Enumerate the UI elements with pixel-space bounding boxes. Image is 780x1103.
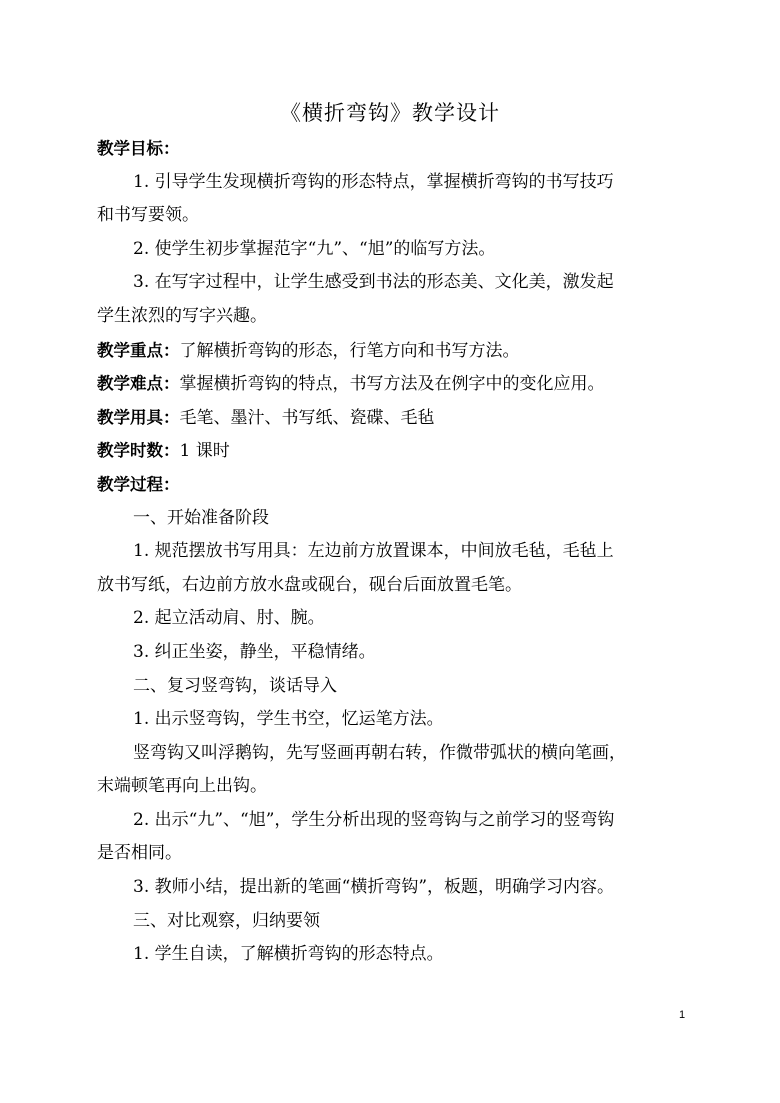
section-1-para-2: 2. 起立活动肩、肘、腕。 xyxy=(133,608,325,629)
hours-row xyxy=(97,434,687,468)
section-2-para-4: 3. 教师小结，提出新的笔画“横折弯钩”，板题，明确学习内容。 xyxy=(133,877,615,898)
difficulties-text: 掌握横折弯钩的特点，书写方法及在例字中的变化应用。 xyxy=(179,374,605,395)
page-title: 《横折弯钩》教学设计 xyxy=(280,101,500,125)
section-3-para-1: 1. 学生自读，了解横折弯钩的形态特点。 xyxy=(133,944,444,965)
section-3-heading: 三、对比观察，归纳要领 xyxy=(133,910,320,931)
hours-text: 1 课时 xyxy=(179,441,230,462)
difficulties-row xyxy=(97,367,687,401)
section-2-para-2-line-2: 末端顿笔再向上出钩。 xyxy=(97,776,267,797)
section-1-para-1-line-2: 放书写纸，右边前方放水盘或砚台，砚台后面放置毛笔。 xyxy=(97,574,522,595)
tools-text: 毛笔、墨汁、书写纸、瓷碟、毛毡 xyxy=(179,407,435,428)
goals-heading xyxy=(97,132,687,166)
section-2-para-2-line-1: 竖弯钩又叫浮鹅钩，先写竖画再朝右转，作微带弧状的横向笔画， xyxy=(133,742,626,763)
key-points-row xyxy=(97,334,687,368)
process-label: 教学过程： xyxy=(97,474,180,494)
key-points-label: 教学重点： xyxy=(97,340,180,360)
goal-item-1-line-2: 和书写要领。 xyxy=(97,205,199,226)
process-heading xyxy=(97,468,687,502)
document-body xyxy=(97,132,687,972)
tools-label: 教学用具： xyxy=(97,407,180,427)
page-number: 1 xyxy=(679,1009,686,1021)
section-2-para-1: 1. 出示竖弯钩，学生书空，忆运笔方法。 xyxy=(133,709,444,730)
section-1-para-1-line-1: 1. 规范摆放书写用具：左边前方放置课本，中间放毛毡，毛毡上 xyxy=(133,541,614,562)
key-points-text: 了解横折弯钩的形态，行笔方向和书写方法。 xyxy=(179,340,520,361)
tools-row xyxy=(97,401,687,435)
section-2-heading: 二、复习竖弯钩，谈话导入 xyxy=(133,675,337,696)
goal-item-3-line-2: 学生浓烈的写字兴趣。 xyxy=(97,305,267,326)
section-2-para-3-line-2: 是否相同。 xyxy=(97,843,182,864)
hours-label: 教学时数： xyxy=(97,441,180,461)
section-2-para-3-line-1: 2. 出示“九”、“旭”，学生分析出现的竖弯钩与之前学习的竖弯钩 xyxy=(133,809,615,830)
goals-label: 教学目标： xyxy=(97,139,180,158)
goal-item-3-line-1: 3. 在写字过程中，让学生感受到书法的形态美、文化美，激发起 xyxy=(133,272,614,293)
section-1-heading: 一、开始准备阶段 xyxy=(133,507,269,528)
difficulties-label: 教学难点： xyxy=(97,374,180,394)
section-1-para-3: 3. 纠正坐姿，静坐，平稳情绪。 xyxy=(133,641,376,662)
goal-item-2: 2. 使学生初步掌握范字“九”、“旭”的临写方法。 xyxy=(133,238,496,259)
goal-item-1-line-1: 1. 引导学生发现横折弯钩的形态特点，掌握横折弯钩的书写技巧 xyxy=(133,171,614,192)
